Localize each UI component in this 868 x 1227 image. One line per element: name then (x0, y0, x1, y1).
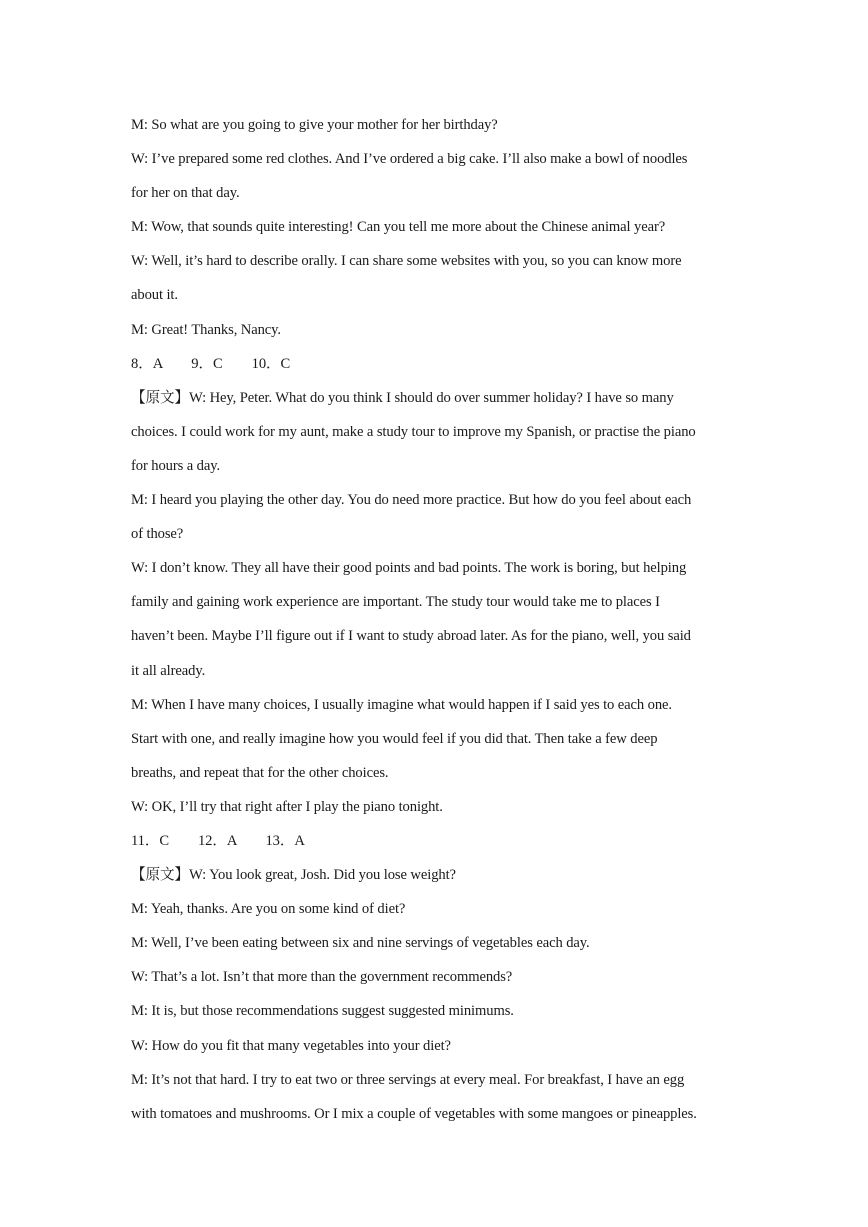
text-line: breaths, and repeat that for the other choices. (131, 764, 389, 781)
text-line: M: It’s not that hard. I try to eat two or three servings at every meal. For breakfast, I have an egg (131, 1071, 685, 1088)
text-line: W: Well, it’s hard to describe orally. I can share some websites with you, so you can know more (131, 253, 682, 270)
answer-line: 11．C 12．A 13．A (131, 832, 305, 849)
answer-line: 8．A 9．C 10．C (131, 355, 291, 372)
text-line: haven’t been. Maybe I’ll figure out if I want to study abroad later. As for the piano, well, you said (131, 628, 691, 645)
text-line: Start with one, and really imagine how you would feel if you did that. Then take a few deep (131, 730, 658, 747)
transcript-body (131, 108, 741, 1131)
text-line: M: I heard you playing the other day. You do need more practice. But how do you feel about each (131, 492, 692, 509)
text-line: about it. (131, 287, 178, 304)
text-line: with tomatoes and mushrooms. Or I mix a couple of vegetables with some mangoes or pineapples. (131, 1105, 697, 1122)
text-line: M: Wow, that sounds quite interesting! Can you tell me more about the Chinese animal year? (131, 219, 666, 236)
text-line: 【原文】W: Hey, Peter. What do you think I should do over summer holiday? I have so many (131, 389, 674, 406)
text-line: M: Great! Thanks, Nancy. (131, 321, 281, 338)
text-line: choices. I could work for my aunt, make a study tour to improve my Spanish, or practise the piano (131, 423, 696, 440)
text-line: M: When I have many choices, I usually imagine what would happen if I said yes to each one. (131, 696, 672, 713)
text-line: of those? (131, 526, 184, 543)
text-line: M: It is, but those recommendations suggest suggested minimums. (131, 1003, 514, 1020)
text-line: it all already. (131, 662, 206, 679)
text-line: W: I don’t know. They all have their good points and bad points. The work is boring, but helping (131, 560, 687, 577)
text-line: 【原文】W: You look great, Josh. Did you lose weight? (131, 867, 456, 884)
text-line: M: Yeah, thanks. Are you on some kind of diet? (131, 901, 406, 918)
text-line: W: That’s a lot. Isn’t that more than the government recommends? (131, 969, 513, 986)
text-line: family and gaining work experience are important. The study tour would take me to places I (131, 594, 660, 611)
text-line: W: OK, I’ll try that right after I play the piano tonight. (131, 798, 443, 815)
text-line: W: I’ve prepared some red clothes. And I’ve ordered a big cake. I’ll also make a bowl of noodles (131, 151, 688, 168)
text-line: for her on that day. (131, 185, 240, 202)
text-line: M: Well, I’ve been eating between six and nine servings of vegetables each day. (131, 935, 590, 952)
text-line: M: So what are you going to give your mother for her birthday? (131, 117, 498, 133)
text-line: for hours a day. (131, 457, 221, 474)
text-line: W: How do you fit that many vegetables into your diet? (131, 1037, 451, 1054)
